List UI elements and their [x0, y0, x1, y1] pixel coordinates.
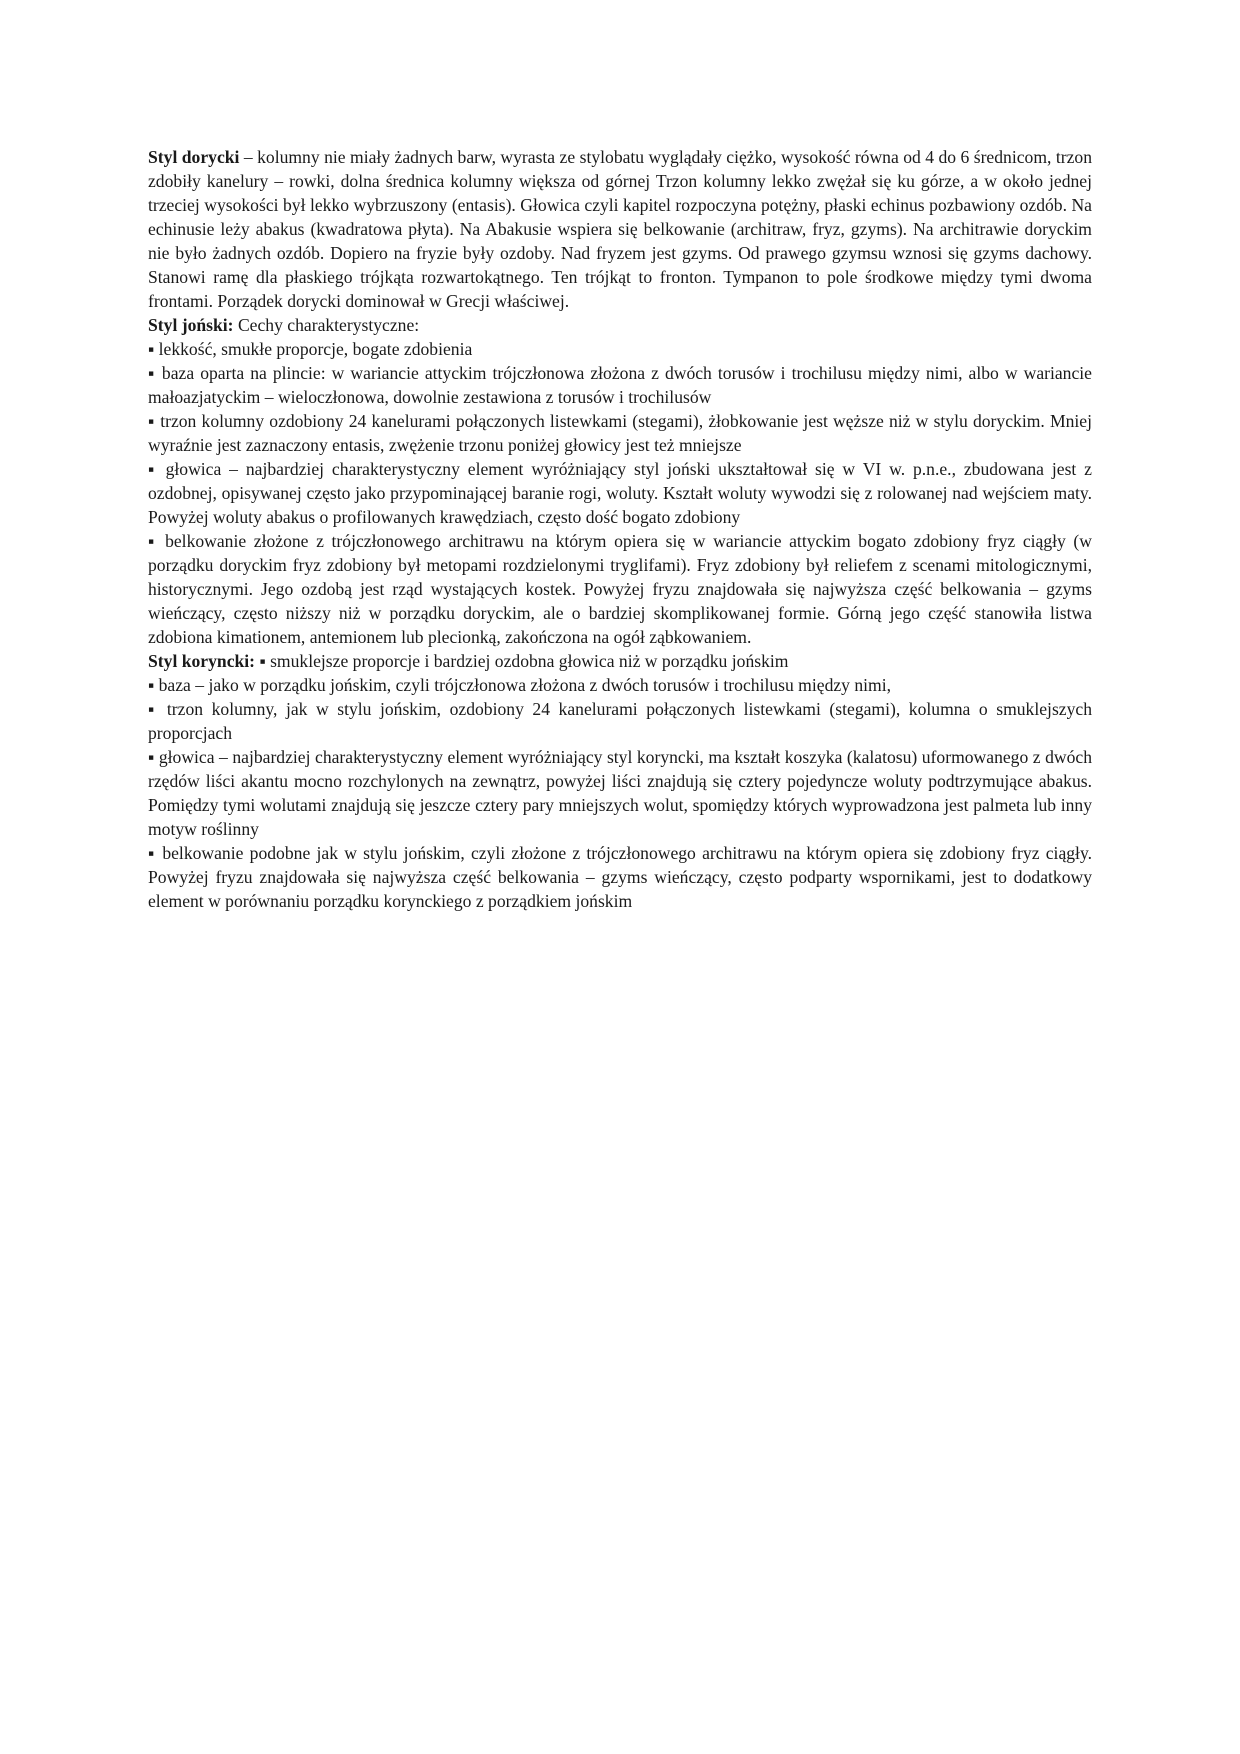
ionic-heading: Styl joński: [148, 315, 234, 335]
corinthian-item: ▪ trzon kolumny, jak w stylu jońskim, ozdobiony 24 kanelurami połączonych listewkami (stegami), kolumna o smuklejszych proporcjach [148, 699, 1092, 743]
corinthian-heading: Styl koryncki: [148, 651, 256, 671]
ionic-intro: Cechy charakterystyczne: [233, 315, 420, 335]
doric-paragraph [148, 145, 1092, 313]
corinthian-intro: ▪ smuklejsze proporcje i bardziej ozdobna głowica niż w porządku jońskim [255, 651, 789, 671]
corinthian-item: ▪ głowica – najbardziej charakterystyczny element wyróżniający styl koryncki, ma kształt koszyka (kalatosu) uformowanego z dwóch rzędów liści akantu mocno rozchylonych na zewnątrz, powyżej liści znajdują się cztery pojedyncze woluty podtrzymujące abakus. Pomiędzy tymi wolutami znajdują się jeszcze cztery pary mniejszych wolut, spomiędzy których wyprowadzona jest palmeta lub inny motyw roślinny [148, 747, 1092, 839]
ionic-item: ▪ trzon kolumny ozdobiony 24 kanelurami połączonych listewkami (stegami), żłobkowanie jest węższe niż w stylu doryckim. Mniej wyraźnie jest zaznaczony entasis, zwężenie trzonu poniżej głowicy jest też mniejsze [148, 411, 1092, 455]
ionic-item: ▪ lekkość, smukłe proporcje, bogate zdobienia [148, 339, 473, 359]
ionic-item: ▪ baza oparta na plincie: w wariancie attyckim trójczłonowa złożona z dwóch torusów i trochilusu między nimi, albo w wariancie małoazjatyckim – wieloczłonowa, dowolnie zestawiona z torusów i trochilusów [148, 363, 1092, 407]
document-body [148, 145, 1092, 913]
corinthian-heading-line [148, 649, 1092, 673]
corinthian-item: ▪ belkowanie podobne jak w stylu jońskim, czyli złożone z trójczłonowego architrawu na którym opiera się zdobiony fryz ciągły. Powyżej fryzu znajdowała się najwyższa część belkowania – gzyms wieńczący, często podparty wspornikami, jest to dodatkowy element w porównaniu porządku korynckiego z porządkiem jońskim [148, 843, 1092, 911]
ionic-item: ▪ belkowanie złożone z trójczłonowego architrawu na którym opiera się w wariancie attyckim bogato zdobiony fryz ciągły (w porządku doryckim fryz zdobiony był metopami rozdzielonymi tryglifami). Fryz zdobiony był reliefem z scenami mitologicznymi, historycznymi. Jego ozdobą jest rząd wystających kostek. Powyżej fryzu znajdowała się najwyższa część belkowania – gzyms wieńczący, często niższy niż w porządku doryckim, ale o bardziej skomplikowanej formie. Górną jego część stanowiła listwa zdobiona kimationem, antemionem lub plecionką, zakończona na ogół ząbkowaniem. [148, 531, 1092, 647]
ionic-item: ▪ głowica – najbardziej charakterystyczny element wyróżniający styl joński ukształtował się w VI w. p.n.e., zbudowana jest z ozdobnej, opisywanej często jako przypominającej baranie rogi, woluty. Kształt woluty wywodzi się z rolowanej nad wejściem maty. Powyżej woluty abakus o profilowanych krawędziach, często dość bogato zdobiony [148, 459, 1092, 527]
doric-heading: Styl dorycki [148, 147, 240, 167]
doric-text: – kolumny nie miały żadnych barw, wyrasta ze stylobatu wyglądały ciężko, wysokość równa od 4 do 6 średnicom, trzon zdobiły kanelury – rowki, dolna średnica kolumny większa od górnej Trzon kolumny lekko zwężał się ku górze, a w około jednej trzeciej wysokości był lekko wybrzuszony (entasis). Głowica czyli kapitel rozpoczyna potężny, płaski echinus pozbawiony ozdób. Na echinusie leży abakus (kwadratowa płyta). Na Abakusie wspiera się belkowanie (architraw, fryz, gzyms). Na architrawie doryckim nie było żadnych ozdób. Dopiero na fryzie były ozdoby. Nad fryzem jest gzyms. Od prawego gzymsu wznosi się gzyms dachowy. Stanowi ramę dla płaskiego trójkąta rozwartokątnego. Ten trójkąt to fronton. Tympanon to pole środkowe między tymi dwoma frontami. Porządek dorycki dominował w Grecji właściwej. [148, 147, 1092, 311]
ionic-heading-line [148, 313, 1092, 337]
corinthian-item: ▪ baza – jako w porządku jońskim, czyli trójczłonowa złożona z dwóch torusów i trochilusu między nimi, [148, 675, 892, 695]
